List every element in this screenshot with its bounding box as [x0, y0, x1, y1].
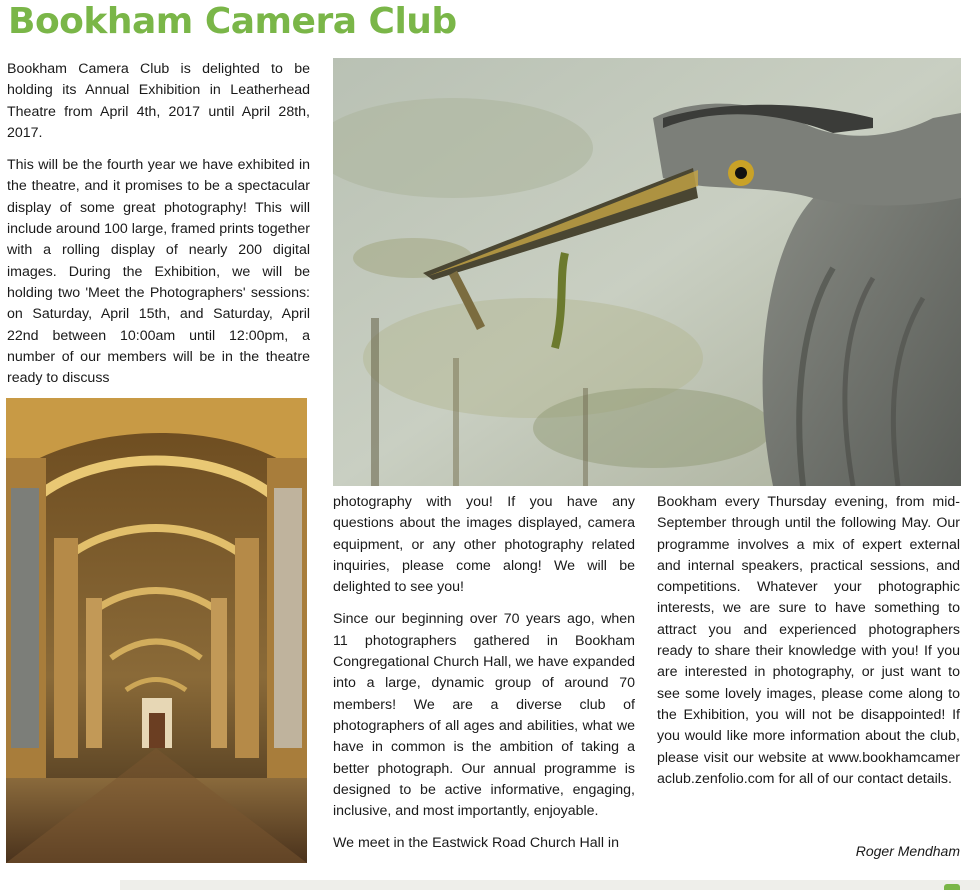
- meetings-text-end: for all of our contact details.: [774, 770, 952, 787]
- footer-strip: [120, 880, 980, 890]
- heron-photo: [333, 58, 961, 486]
- website-link[interactable]: www.bookhamcameraclub.zenfolio.com: [657, 749, 960, 787]
- footer-accent: [944, 884, 960, 890]
- page-title: Bookham Camera Club: [8, 1, 457, 42]
- intro-paragraph: Bookham Camera Club is delighted to be holding its Annual Exhibition in Leatherhead Theatre from April 4th, 2017 until April 28th, 2017.: [7, 61, 310, 141]
- meetings-text: Bookham every Thursday evening, from mid-September through until the following May. Our programme involves a mix of expert external and internal speakers, practical sessions, and competitions. Whatever your photographic interests, we are sure to have something to attract you and experienced photographers ready to share their knowledge with you! If you are interested in photography, or just want to see some lovely images, please come along to the Exhibition, you will not be disappointed! If you would like more information about the club, please visit our website at: [657, 494, 960, 766]
- column-left: [7, 59, 310, 400]
- meetings-paragraph: We meet in the Eastwick Road Church Hall in: [333, 835, 619, 852]
- column-middle: [333, 492, 635, 866]
- meetings-paragraph-continued: [657, 492, 960, 790]
- history-paragraph: Since our beginning over 70 years ago, when 11 photographers gathered in Bookham Congregational Church Hall, we have expanded into a large, dynamic group of around 70 members! We are a diverse club of photographers of all ages and abilities, what we have in common is the ambition of taking a better photograph. Our annual programme is designed to be active informative, engaging, inclusive, and most importantly, enjoyable.: [333, 611, 635, 820]
- column-right: [657, 492, 960, 801]
- author-credit: Roger Mendham: [855, 843, 960, 859]
- exhibition-paragraph: This will be the fourth year we have exhibited in the theatre, and it promises to be a spectacular display of some great photography! This will include around 100 large, framed prints together with a rolling display of nearly 200 digital images. During the Exhibition, we will be holding two 'Meet the Photographers' sessions: on Saturday, April 15th, and Saturday, April 22nd between 10:00am until 12:00pm, a number of our members will be in the theatre ready to discuss: [7, 157, 310, 387]
- gallery-photo: [6, 398, 307, 863]
- exhibition-paragraph-continued: photography with you! If you have any questions about the images displayed, camera equipment, or any other photography related inquiries, please come along! We will be delighted to see you!: [333, 494, 635, 596]
